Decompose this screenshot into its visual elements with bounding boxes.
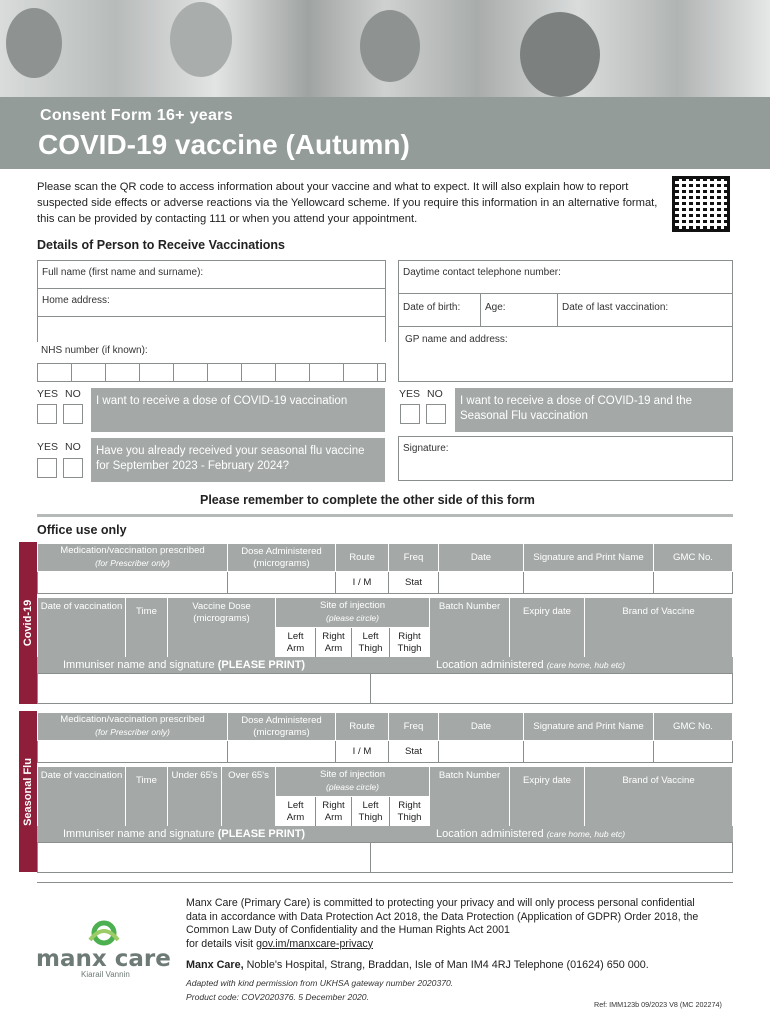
route-header: Route [336, 713, 389, 741]
covid-location-header: Location administered (care home, hub etc) [370, 657, 733, 673]
q1-covid-only: I want to receive a dose of COVID-19 vaccination [91, 388, 385, 432]
privacy-text: Manx Care (Primary Care) is committed to protecting your privacy and will only process personal confidential data in accordance with Data Protection Act 2018, the Data Protection (Application of GDPR) Order 2018, the Common Law Duty of Confidentiality and the Human Rights Act 2001 [186, 897, 699, 936]
expiry-header: Expiry date [510, 598, 585, 658]
time-header: Time [126, 598, 168, 658]
med-cell[interactable] [38, 572, 228, 594]
dose-header: Dose Administered (micrograms) [228, 544, 336, 572]
freq-cell: Stat [389, 741, 439, 763]
under-65-header: Under 65's [168, 767, 222, 827]
q3-yes-checkbox[interactable] [37, 458, 57, 478]
adapted-note: Adapted with kind permission from UKHSA gateway number 2020370. [186, 978, 454, 988]
covid-tab-label: Covid-19 [22, 599, 34, 647]
yes-label: YES [37, 441, 59, 453]
person-photo [170, 2, 232, 77]
q1-no-checkbox[interactable] [63, 404, 83, 424]
med-cell[interactable] [38, 741, 228, 763]
brand-header: Brand of Vaccine [585, 598, 733, 658]
manx-care-logo [36, 918, 176, 978]
q3-flu-received: Have you already received your seasonal flu vaccine for September 2023 - February 2024? [91, 438, 385, 482]
covid-administration-table [37, 597, 733, 658]
gp-label: GP name and address: [405, 334, 508, 345]
dose-cell[interactable] [228, 572, 336, 594]
header-photo-strip [0, 0, 770, 97]
no-label: NO [427, 388, 443, 400]
covid-section-tab [19, 542, 37, 704]
flu-tab-label: Seasonal Flu [22, 757, 34, 826]
left-thigh-option[interactable]: Left Thigh [352, 628, 390, 658]
phone-field[interactable] [398, 260, 733, 294]
no-label: NO [65, 388, 81, 400]
flu-immuniser-header: Immuniser name and signature (PLEASE PRINT) [37, 826, 370, 842]
right-arm-option[interactable]: Right Arm [316, 628, 352, 658]
flu-immuniser-field[interactable] [37, 842, 371, 873]
product-code: Product code: COV2020376. 5 December 2020. [186, 992, 369, 1002]
right-thigh-option[interactable]: Right Thigh [390, 797, 430, 827]
age-label: Age: [485, 302, 506, 313]
privacy-link[interactable]: gov.im/manxcare-privacy [256, 937, 374, 950]
q2-covid-and-flu: I want to receive a dose of COVID-19 and the Seasonal Flu vaccination [455, 388, 733, 432]
logo-subtext: Kiarail Vannin [81, 970, 130, 979]
dose-cell[interactable] [228, 741, 336, 763]
flu-administration-table [37, 766, 733, 827]
yes-label: YES [37, 388, 59, 400]
freq-cell: Stat [389, 572, 439, 594]
divider [37, 882, 733, 883]
covid-immuniser-field[interactable] [37, 673, 371, 704]
med-header: Medication/vaccination prescribed (for Prescriber only) [38, 713, 228, 741]
person-photo [6, 8, 62, 78]
gp-field[interactable] [398, 326, 733, 382]
left-arm-option[interactable]: Left Arm [276, 797, 316, 827]
date-header: Date [439, 713, 524, 741]
details-heading: Details of Person to Receive Vaccinations [37, 238, 286, 252]
flu-section-tab [19, 711, 37, 872]
date-cell[interactable] [439, 741, 524, 763]
freq-header: Freq [389, 544, 439, 572]
q3-no-checkbox[interactable] [63, 458, 83, 478]
intro-text: Please scan the QR code to access information about your vaccine and what to expect. It will also explain how to report suspected side effects or adverse reactions via the Yellowcard scheme. If you require this information in an alternative format, this can be provided by contacting 111 or when you attend your appointment. [37, 181, 658, 225]
qr-code-icon[interactable] [672, 176, 730, 232]
freq-header: Freq [389, 713, 439, 741]
dob-field[interactable] [398, 293, 481, 327]
home-address-field[interactable] [37, 288, 386, 317]
office-heading: Office use only [37, 523, 127, 537]
signature-field[interactable] [398, 436, 733, 481]
home-address-label: Home address: [42, 295, 110, 306]
nhs-number-field[interactable] [37, 342, 386, 382]
covid-location-field[interactable] [370, 673, 733, 704]
divider [37, 514, 733, 517]
over-65-header: Over 65's [222, 767, 276, 827]
logo-text: manx care [36, 946, 171, 972]
signature-header: Signature and Print Name [524, 544, 654, 572]
covid-immuniser-header: Immuniser name and signature (PLEASE PRINT) [37, 657, 370, 673]
gmc-cell[interactable] [654, 572, 733, 594]
nhs-number-boxes[interactable] [37, 363, 386, 382]
reminder-text: Please remember to complete the other side of this form [200, 493, 535, 507]
right-thigh-option[interactable]: Right Thigh [390, 628, 430, 658]
flu-location-header: Location administered (care home, hub etc) [370, 826, 733, 842]
age-field[interactable] [480, 293, 558, 327]
privacy-link-prefix: for details visit [186, 937, 257, 950]
batch-header: Batch Number [430, 767, 510, 827]
signature-cell[interactable] [524, 741, 654, 763]
phone-label: Daytime contact telephone number: [403, 267, 561, 278]
flu-location-field[interactable] [370, 842, 733, 873]
vaccine-dose-header: Vaccine Dose (micrograms) [168, 598, 276, 658]
signature-header: Signature and Print Name [524, 713, 654, 741]
signature-label: Signature: [403, 443, 449, 454]
gmc-header: GMC No. [654, 713, 733, 741]
form-title: COVID-19 vaccine (Autumn) [38, 129, 410, 160]
batch-header: Batch Number [430, 598, 510, 658]
title-band [0, 97, 770, 169]
dose-header: Dose Administered (micrograms) [228, 713, 336, 741]
full-name-label: Full name (first name and surname): [42, 267, 204, 278]
form-subtitle: Consent Form 16+ years [40, 107, 233, 124]
signature-cell[interactable] [524, 572, 654, 594]
person-photo [360, 10, 420, 82]
route-header: Route [336, 544, 389, 572]
left-arm-option[interactable]: Left Arm [276, 628, 316, 658]
date-cell[interactable] [439, 572, 524, 594]
no-label: NO [65, 441, 81, 453]
time-header: Time [126, 767, 168, 827]
q2-no-checkbox[interactable] [426, 404, 446, 424]
q1-yes-checkbox[interactable] [37, 404, 57, 424]
q2-yes-checkbox[interactable] [400, 404, 420, 424]
date-vacc-header: Date of vaccination [38, 598, 126, 658]
dob-label: Date of birth: [403, 302, 461, 313]
expiry-header: Expiry date [510, 767, 585, 827]
person-photo [520, 12, 600, 97]
nhs-label: NHS number (if known): [41, 345, 148, 356]
left-thigh-option[interactable]: Left Thigh [352, 797, 390, 827]
site-header: Site of injection (please circle) [276, 767, 430, 797]
full-name-field[interactable] [37, 260, 386, 289]
flu-prescription-table [37, 712, 733, 763]
manx-care-symbol-icon [84, 918, 124, 948]
date-header: Date [439, 544, 524, 572]
last-vaccination-label: Date of last vaccination: [562, 302, 669, 313]
privacy-statement [186, 897, 716, 951]
route-cell: I / M [336, 572, 389, 594]
yes-label: YES [399, 388, 421, 400]
date-vacc-header: Date of vaccination [38, 767, 126, 827]
covid-prescription-table [37, 543, 733, 594]
gmc-header: GMC No. [654, 544, 733, 572]
home-address-line-2[interactable] [37, 316, 386, 343]
right-arm-option[interactable]: Right Arm [316, 797, 352, 827]
reference-code: Ref: IMM123b 09/2023 V8 (MC 202274) [594, 1000, 722, 1009]
med-header: Medication/vaccination prescribed (for Prescriber only) [38, 544, 228, 572]
gmc-cell[interactable] [654, 741, 733, 763]
org-address: Manx Care, Noble's Hospital, Strang, Braddan, Isle of Man IM4 4RJ Telephone (01624) 650 000. [186, 959, 649, 971]
brand-header: Brand of Vaccine [585, 767, 733, 827]
last-vaccination-field[interactable] [557, 293, 733, 327]
route-cell: I / M [336, 741, 389, 763]
site-header: Site of injection (please circle) [276, 598, 430, 628]
